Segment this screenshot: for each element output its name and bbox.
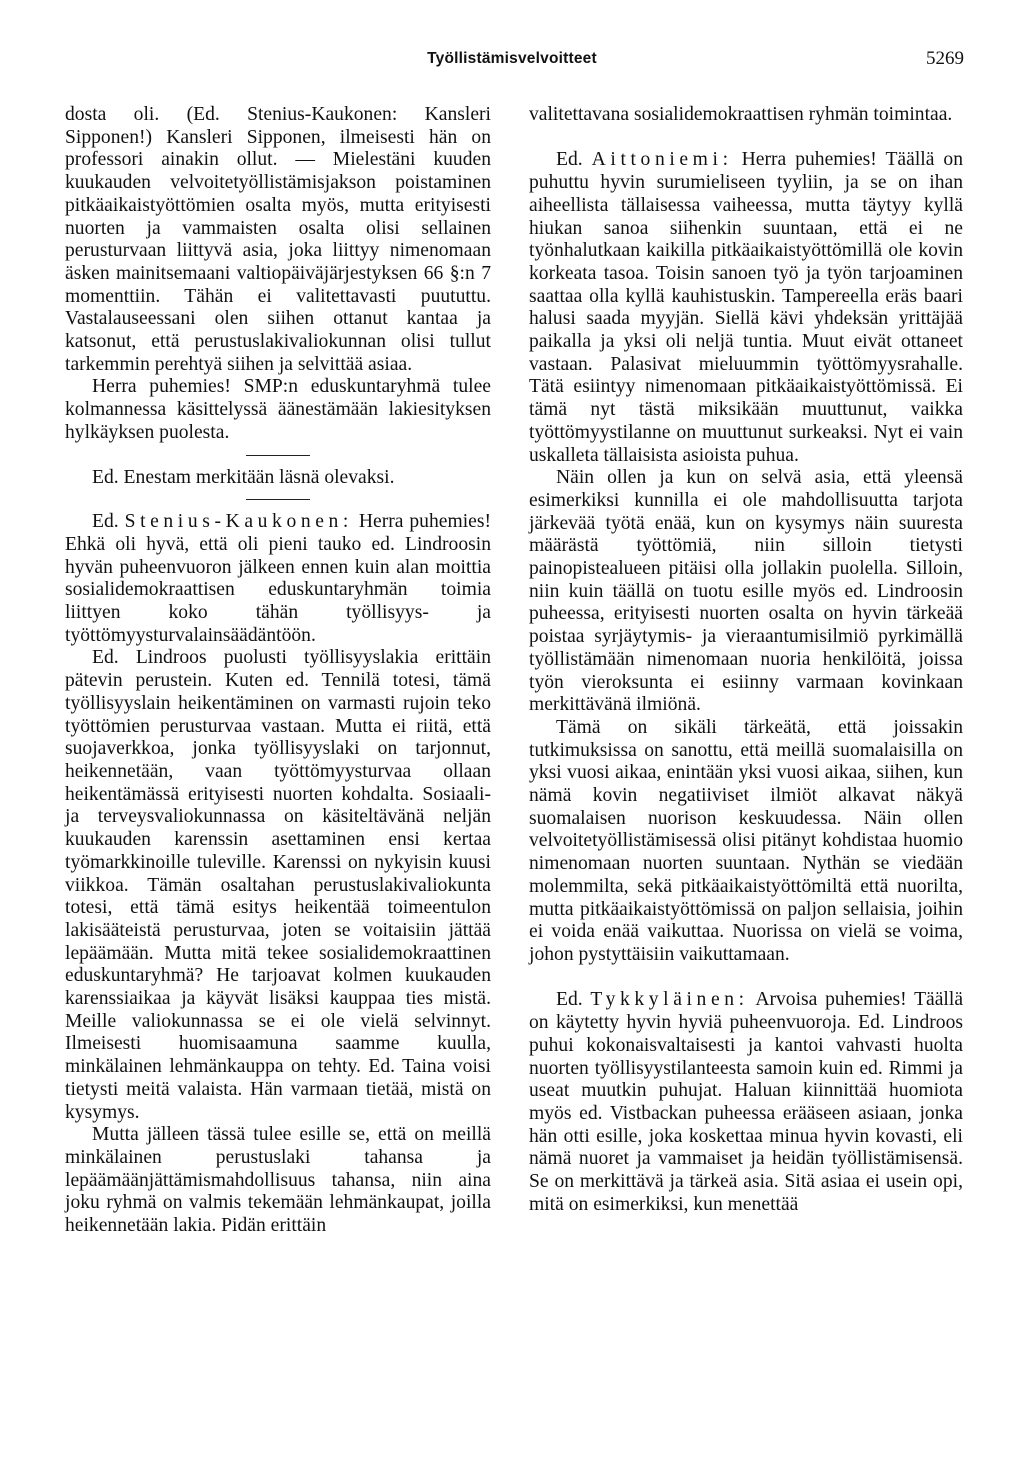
paragraph: dosta oli. (Ed. Stenius-Kaukonen: Kansleri Sipponen!) Kansleri Sipponen, ilmeisesti hän on professori ainakin ollut. — Mielestäni kuuden kuukauden velvoitetyöllistämisjakson poistaminen pitkäaikaistyöttömien osalta myös, mutta erityisesti nuorten ja vammaisten osalta olisi sellainen perusturvaan liittyvä asia, joka liittyy nimenomaan äsken mainitsemaani valtiopäiväjärjestyksen 66 §:n 7 momenttiin. Tähän ei valitettavasti puututtu. Vastalauseessani olen siihen ottanut kantaa ja katsonut, että perustuslakivaliokunnan olisi tullut tarkemmin perehtyä siihen ja selvittää asiaa. — [65, 104, 491, 375]
page-header — [0, 50, 1024, 74]
paragraph: Ed. Lindroos puolusti työllisyyslakia erittäin pätevin perustein. Kuten ed. Tennilä totesi, tämä työllisyyslain heikentäminen on varmasti rujoin teko työttömien perusturvaa vastaan. Mutta ei riitä, että suojaverkkoa, jonka työllisyyslaki on tarjonnut, heikennetään, vaan työttömyysturvaa ollaan heikentämässä erityisesti nuorten kohdalta. Sosiaali- ja terveysvaliokunnassa on käsiteltävänä neljän kuukauden karenssin asettaminen ensi kertaa työmarkkinoille tuleville. Karenssi on nykyisin kuusi viikkoa. Tämän osaltahan perustuslakivaliokunta totesi, että tämä esitys heikentää toimeentulon lakisääteistä perusturvaa, joten se voitaisiin jättää lepäämään. Mutta mitä tekee sosialidemokraattinen eduskuntaryhmä? He tarjoavat kolmen kuukauden karenssiaikaa ja käyvät lisäksi kauppaa ties mistä. Meille valiokunnassa se ei ole vielä selvinnyt. Ilmeisesti huomisaamuna saamme kuulla, minkälainen lehmänkauppa on tehty. Ed. Taina voisi tietysti meitä valaista. Hän varmaan tietää, mistä on kysymys. — [65, 647, 491, 1123]
paragraph: Näin ollen ja kun on selvä asia, että yleensä esimerkiksi kunnilla ei ole mahdollisuutta tarjota järkevää työtä enää, kun on kysymys näin suuresta määrästä työttömiä, niin silloin tietysti painopistealueen pitäisi olla jollakin puolella. Silloin, niin kuin täällä on tuotu esille myös ed. Lindroosin puheessa, erityisesti nuorten osalta on hyvin tärkeää poistaa syrjäytymis- ja vieraantumisilmiö pyrkimällä työllistämään nimenomaan nuoria henkilöitä, joissa työn vieroksunta ei esiinny varmaan kovinkaan merkittävänä ilmiönä. — [529, 467, 963, 716]
speaker-name: Stenius-Kaukonen: — [124, 511, 353, 533]
section-divider — [246, 455, 310, 456]
running-title: Työllistämisvelvoitteet — [427, 50, 597, 67]
right-column — [529, 104, 963, 1216]
speech-paragraph — [529, 989, 963, 1216]
paragraph: valitettavana sosialidemokraattisen ryhmän toimintaa. — [529, 104, 953, 125]
speaker-name: Tykkyläinen: — [590, 989, 749, 1011]
paragraph: Tämä on sikäli tärkeätä, että joissakin tutkimuksissa on sanottu, että meillä suomalaisilla on yksi vuosi aikaa, enintään yksi vuosi aikaa, siihen, kun nämä kovin negatiiviset ilmiöt alkavat näkyä suomalaisen nuorison keskuudessa. Näin ollen velvoitetyöllistämisessä olisi pitänyt kohdistaa huomio nimenomaan nuorten suuntaan. Nythän se viedään molemmilta, sekä pitkäaikaistyöttömiltä että nuorilta, mutta pitkäaikaistyöttömissä on paljon sellaisia, joihin ei voida enää vaikuttaa. Nuorissa on vielä se voima, johon pystyttäisiin vaikuttamaan. — [529, 716, 963, 965]
speech-paragraph — [65, 511, 491, 647]
speaker-prefix: Ed. — [556, 149, 592, 171]
paragraph-gap — [529, 967, 963, 990]
section-divider — [246, 499, 310, 500]
paragraph-gap — [529, 127, 963, 150]
paragraph: Ed. Enestam merkitään läsnä olevaksi. — [92, 466, 395, 488]
page-number: 5269 — [926, 48, 964, 69]
speaker-name: Aittoniemi: — [591, 149, 733, 171]
paragraph: Mutta jälleen tässä tulee esille se, että on meillä minkälainen perustuslaki tahansa ja lepäämäänjättämismahdollisuus tahansa, niin aina joku ryhmä on valmis tekemään lehmänkaupat, joilla heikennetään lakia. Pidän erittäin — [65, 1124, 491, 1237]
left-column — [65, 104, 491, 1238]
speech-text: Herra puhemies! Täällä on puhuttu hyvin surumieliseen tyyliin, ja se on ihan aiheellista tällaisessa vaiheessa, mutta täytyy kyllä hiukan sanoa siihenkin suuntaan, että ei ne työnhalutkaan kaikilla pitkäaikaistyöttömillä ole kovin korkeata tasoa. Toisin sanoen työ ja työn tarjoaminen saattaa olla kyllä kauhistuskin. Tampereella eräs baari halusi saada myyjän. Siellä kävi yhdeksän yrittäjää paikalla ja yksi oli neljä tuntia. Muut eivät ottaneet vastaan. Palasivat mieluummin työttömyysrahalle. Tätä esiintyy nimenomaan pitkäaikaistyöttömissä. Ei tämä nyt tästä miksikään muuttunut, vaikka työttömyystilanne on muuttunut surkeaksi. Nyt ei vain uskalleta tällaisista asioista puhua. — [529, 149, 964, 466]
speaker-prefix: Ed. — [92, 511, 125, 533]
speech-text: Arvoisa puhemies! Täällä on käytetty hyvin hyviä puheenvuoroja. Ed. Lindroos puhui kokonaisvaltaisesti ja kantoi vahvasti huolta nuorten työllisyystilanteesta samoin kuin ed. Rimmi ja useat muutkin puhujat. Haluan kiinnittää huomiota myös ed. Vistbackan puheessa erääseen asiaan, jonka hän otti esille, joka koskettaa minua hyvin kovasti, eli nämä nuoret ja vammaiset ja heidän työllistämisensä. Se on merkittävä ja tärkeä asia. Sitä asiaa ei usein opi, mitä on esimerkiksi, kun menettää — [529, 989, 964, 1215]
speech-paragraph — [529, 149, 963, 467]
speaker-prefix: Ed. — [556, 989, 591, 1011]
speech-text: Herra puhemies! Ehkä oli hyvä, että oli pieni tauko ed. Lindroosin hyvän puheenvuoron jälkeen ennen kuin alan moittia sosialidemokraattisen eduskuntaryhmän toimia liittyen koko tähän työllisyys- ja työttömyysturvalainsäädäntöön. — [65, 511, 492, 646]
paragraph: Herra puhemies! SMP:n eduskuntaryhmä tulee kolmannessa käsittelyssä äänestämään lakiesityksen hylkäyksen puolesta. — [65, 376, 491, 443]
